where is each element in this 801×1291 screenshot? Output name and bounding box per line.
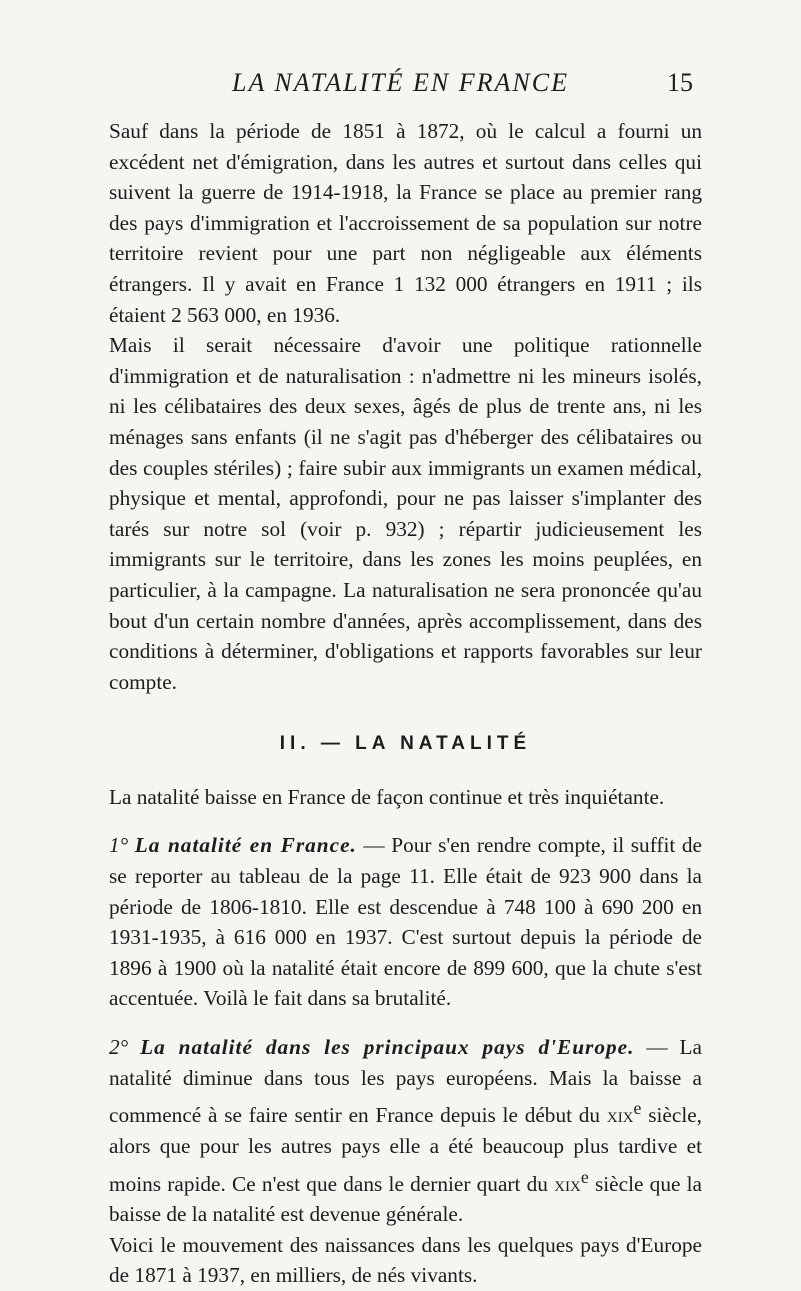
subsection-2-text-b: siècle, alors que pour les autres pays elle a été beaucoup plus tardive et moins rapide. Ce n'est que dans le dernier quart du <box>109 1103 703 1196</box>
subsection-1-number: 1° <box>109 833 129 858</box>
section-intro: La natalité baisse en France de façon continue et très inquiétante. <box>109 784 665 809</box>
subsection-2-text-a: — La natalité diminue dans tous les pays européens. Mais la baisse a commencé à se faire sentir en France depuis le début du <box>109 1035 703 1128</box>
century-suffix: e <box>633 1098 642 1119</box>
section-heading: II. — LA NATALITÉ <box>279 733 532 755</box>
subsection-2-title: La natalité dans les principaux pays d'Europe. <box>140 1035 635 1060</box>
paragraph-immigration: Sauf dans la période de 1851 à 1872, où le calcul a fourni un excédent net d'émigration, dans les autres et surtout dans celles qui suivent la guerre de 1914-1918, la France se place au premier rang des pays d'immigration et l'accroissement de sa population sur notre territoire revient pour une part non négligeable aux éléments étrangers. Il y avait en France 1 132 000 étrangers en 1911 ; ils étaient 2 563 000, en 1936. <box>109 119 702 327</box>
century-numeral: xix <box>554 1171 581 1196</box>
subsection-2 <box>109 1032 702 1230</box>
subsection-1-text: — Pour s'en rendre compte, il suffit de se reporter au tableau de la page 11. Elle était de 923 900 dans la période de 1806-1810. Elle est descendue à 748 100 à 690 200 en 1931-1935, à 616 000 en 1937. C'est surtout depuis la période de 1896 à 1900 où la natalité était encore de 899 600, que la chute s'est accentuée. Voilà le fait dans sa brutalité. <box>109 833 702 1011</box>
running-title: LA NATALITÉ EN FRANCE <box>232 68 569 97</box>
paragraph-closing: Voici le mouvement des naissances dans les quelques pays d'Europe de 1871 à 1937, en milliers, de nés vivants. <box>109 1232 702 1288</box>
subsection-1 <box>109 830 702 1014</box>
page-body <box>109 116 702 1291</box>
century-numeral: xix <box>606 1103 634 1128</box>
subsection-2-text-c: siècle que la baisse de la natalité est devenue générale. <box>109 1171 703 1227</box>
century-suffix: e <box>580 1166 589 1187</box>
paragraph-policy: Mais il serait nécessaire d'avoir une politique rationnelle d'immigration et de naturalisation : n'admettre ni les mineurs isolés, ni les célibataires des deux sexes, âgés de plus de trente ans, ni les ménages sans enfants (il ne s'agit pas d'héberger des célibataires ou des couples stériles) ; faire subir aux immigrants un examen médical, physique et mental, approfondi, pour ne pas laisser s'implanter des tarés sur notre sol (voir p. 932) ; répartir judicieusement les immigrants sur le territoire, dans les zones les moins peuplées, en particulier, à la campagne. La naturalisation ne sera prononcée qu'au bout d'un certain nombre d'années, après accomplissement, dans des conditions à déterminer, d'obligations et rapports favorables sur leur compte. <box>109 333 702 694</box>
page-header <box>0 68 801 108</box>
subsection-2-number: 2° <box>109 1035 129 1060</box>
subsection-1-title: La natalité en France. <box>134 833 357 858</box>
page-number: 15 <box>667 68 693 97</box>
